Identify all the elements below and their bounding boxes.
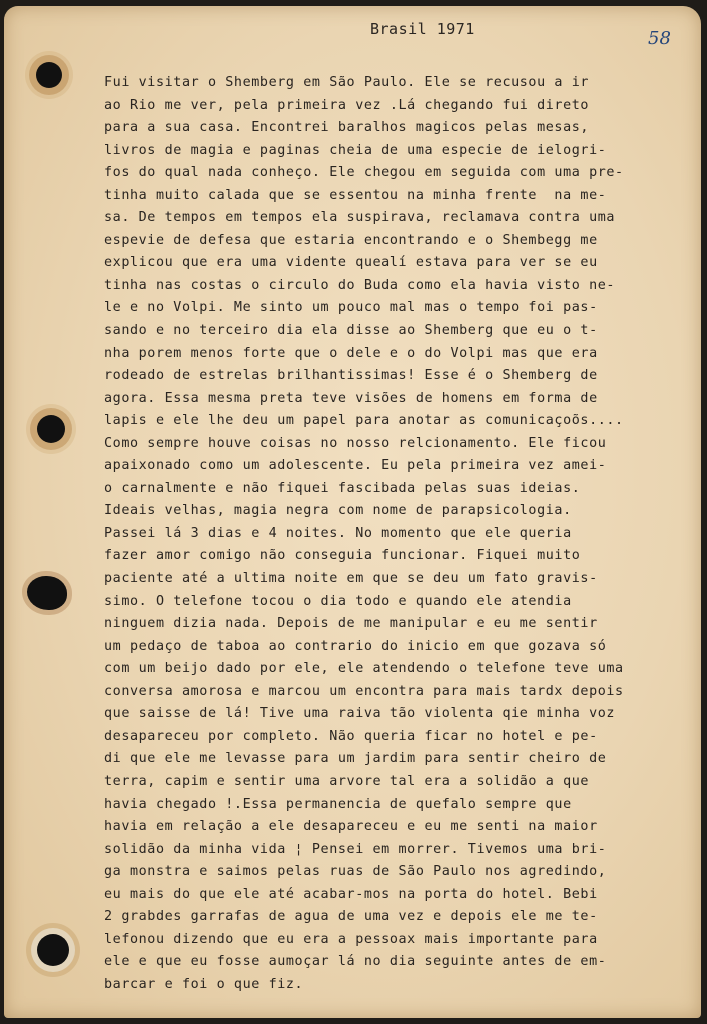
page-header: Brasil 1971 bbox=[370, 20, 475, 38]
text-line: barcar e foi o que fiz. bbox=[104, 976, 304, 992]
punch-hole bbox=[36, 62, 62, 88]
text-line: explicou que era uma vidente quealí estava para ver se eu bbox=[104, 255, 598, 271]
text-line: espevie de defesa que estaria encontrando e o Shembegg me bbox=[104, 232, 598, 248]
text-line: havia em relação a ele desapareceu e eu me senti na maior bbox=[104, 819, 598, 835]
text-line: rodeado de estrelas brilhantissimas! Esse é o Shemberg de bbox=[104, 368, 598, 384]
text-line: nha porem menos forte que o dele e o do Volpi mas que era bbox=[104, 345, 598, 361]
text-line: Ideais velhas, magia negra com nome de parapsicologia. bbox=[104, 503, 572, 519]
text-line: um pedaço de taboa ao contrario do inicio em que gozava só bbox=[104, 638, 607, 654]
text-line: solidão da minha vida ¦ Pensei em morrer. Tivemos uma bri- bbox=[104, 841, 607, 857]
text-line: fos do qual nada conheço. Ele chegou em seguida com uma pre- bbox=[104, 165, 624, 181]
text-line: que saisse de lá! Tive uma raiva tão violenta qie minha voz bbox=[104, 706, 616, 722]
text-line: simo. O telefone tocou o dia todo e quando ele atendia bbox=[104, 593, 572, 609]
text-line: sa. De tempos em tempos ela suspirava, reclamava contra uma bbox=[104, 210, 616, 226]
text-line: paciente até a ultima noite em que se deu um fato gravis- bbox=[104, 571, 598, 587]
punch-hole bbox=[37, 415, 65, 443]
body-text bbox=[104, 72, 701, 996]
punch-hole bbox=[37, 934, 69, 966]
text-line: agora. Essa mesma preta teve visões de homens em forma de bbox=[104, 390, 598, 406]
text-line: ao Rio me ver, pela primeira vez .Lá chegando fui direto bbox=[104, 97, 590, 113]
text-line: Como sempre houve coisas no nosso relcionamento. Ele ficou bbox=[104, 435, 607, 451]
punch-hole bbox=[27, 576, 67, 610]
text-line: o carnalmente e não fiquei fascibada pelas suas ideias. bbox=[104, 480, 581, 496]
text-line: para a sua casa. Encontrei baralhos magicos pelas mesas, bbox=[104, 120, 590, 136]
typewritten-page bbox=[4, 6, 701, 1018]
text-line: havia chegado !.Essa permanencia de quefalo sempre que bbox=[104, 796, 572, 812]
text-line: fazer amor comigo não conseguia funcionar. Fiquei muito bbox=[104, 548, 581, 564]
text-line: lefonou dizendo que eu era a pessoax mais importante para bbox=[104, 931, 598, 947]
text-line: com um beijo dado por ele, ele atendendo o telefone teve uma bbox=[104, 661, 624, 677]
text-line: terra, capim e sentir uma arvore tal era a solidão a que bbox=[104, 773, 590, 789]
text-line: apaixonado como um adolescente. Eu pela primeira vez amei- bbox=[104, 458, 607, 474]
text-line: 2 grabdes garrafas de agua de uma vez e depois ele me te- bbox=[104, 909, 598, 925]
text-line: ninguem dizia nada. Depois de me manipular e eu me sentir bbox=[104, 616, 598, 632]
text-line: di que ele me levasse para um jardim para sentir cheiro de bbox=[104, 751, 607, 767]
text-line: le e no Volpi. Me sinto um pouco mal mas o tempo foi pas- bbox=[104, 300, 598, 316]
text-line: livros de magia e paginas cheia de uma especie de ielogri- bbox=[104, 142, 607, 158]
handwritten-page-number: 58 bbox=[648, 28, 671, 49]
text-line: Fui visitar o Shemberg em São Paulo. Ele se recusou a ir bbox=[104, 75, 590, 90]
text-line: desapareceu por completo. Não queria ficar no hotel e pe- bbox=[104, 728, 598, 744]
text-line: Passei lá 3 dias e 4 noites. No momento que ele queria bbox=[104, 525, 572, 541]
text-line: tinha muito calada que se essentou na minha frente na me- bbox=[104, 187, 607, 203]
text-line: sando e no terceiro dia ela disse ao Shemberg que eu o t- bbox=[104, 323, 598, 339]
text-line: lapis e ele lhe deu um papel para anotar as comunicaçoõs.... bbox=[104, 413, 624, 429]
text-line: tinha nas costas o circulo do Buda como ela havia visto ne- bbox=[104, 277, 616, 293]
text-line: conversa amorosa e marcou um encontra para mais tardx depois bbox=[104, 683, 624, 699]
text-line: eu mais do que ele até acabar-mos na porta do hotel. Bebi bbox=[104, 886, 598, 902]
text-line: ga monstra e saimos pelas ruas de São Paulo nos agredindo, bbox=[104, 864, 607, 880]
text-line: ele e que eu fosse aumoçar lá no dia seguinte antes de em- bbox=[104, 954, 607, 970]
